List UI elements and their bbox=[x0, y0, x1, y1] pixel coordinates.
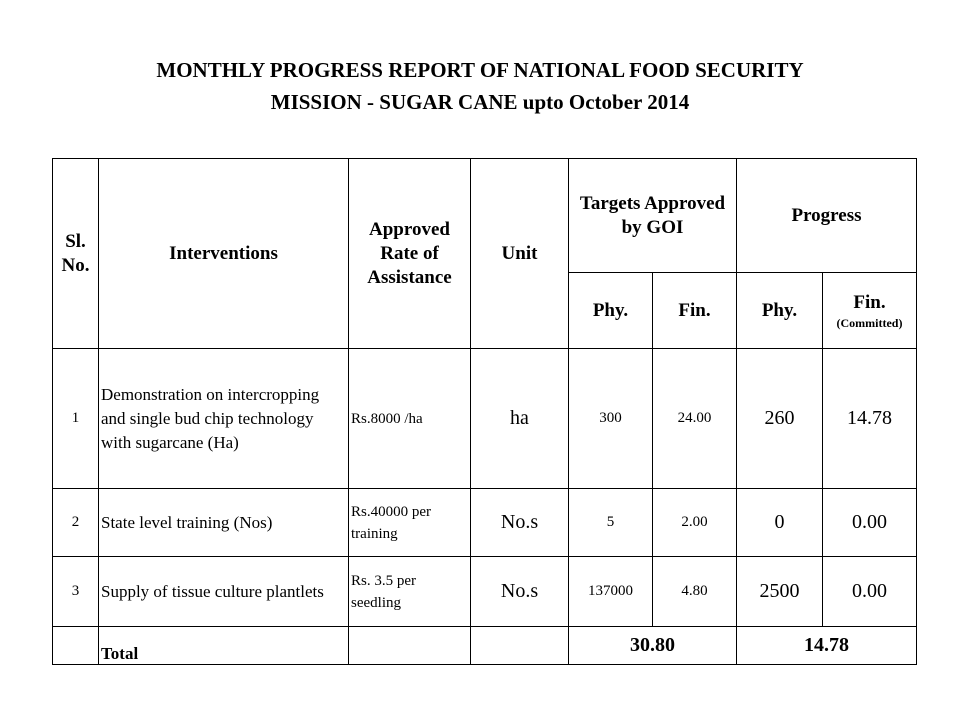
total-empty-cell bbox=[471, 627, 569, 665]
header-interventions: Interventions bbox=[99, 159, 349, 349]
header-progress-phy: Phy. bbox=[737, 273, 823, 349]
report-title bbox=[0, 54, 960, 118]
header-progress: Progress bbox=[737, 159, 917, 273]
unit-cell: ha bbox=[471, 349, 569, 489]
total-target-fin: 30.80 bbox=[569, 627, 737, 665]
table-row bbox=[53, 557, 917, 627]
sl-no-cell: 2 bbox=[53, 489, 99, 557]
unit-cell: No.s bbox=[471, 489, 569, 557]
progress-phy-cell: 0 bbox=[737, 489, 823, 557]
report-title-line-1: MONTHLY PROGRESS REPORT OF NATIONAL FOOD SECURITY bbox=[156, 58, 804, 82]
progress-phy-cell: 260 bbox=[737, 349, 823, 489]
target-phy-cell: 5 bbox=[569, 489, 653, 557]
rate-cell: Rs.8000 /ha bbox=[349, 349, 471, 489]
progress-phy-cell: 2500 bbox=[737, 557, 823, 627]
header-approved-rate: Approved Rate of Assistance bbox=[349, 159, 471, 349]
header-sl-no: Sl. No. bbox=[53, 159, 99, 349]
total-label: Total bbox=[99, 627, 349, 665]
table-row bbox=[53, 349, 917, 489]
header-target-phy: Phy. bbox=[569, 273, 653, 349]
total-progress-fin: 14.78 bbox=[737, 627, 917, 665]
intervention-cell: Supply of tissue culture plantlets bbox=[99, 557, 349, 627]
sl-no-cell: 1 bbox=[53, 349, 99, 489]
header-targets: Targets Approved by GOI bbox=[569, 159, 737, 273]
progress-table bbox=[52, 158, 917, 665]
intervention-cell: State level training (Nos) bbox=[99, 489, 349, 557]
target-fin-cell: 24.00 bbox=[653, 349, 737, 489]
header-progress-fin bbox=[823, 273, 917, 349]
target-fin-cell: 2.00 bbox=[653, 489, 737, 557]
target-phy-cell: 300 bbox=[569, 349, 653, 489]
header-row-1 bbox=[53, 159, 917, 273]
header-unit: Unit bbox=[471, 159, 569, 349]
progress-fin-cell: 0.00 bbox=[823, 489, 917, 557]
target-fin-cell: 4.80 bbox=[653, 557, 737, 627]
progress-fin-cell: 14.78 bbox=[823, 349, 917, 489]
header-progress-fin-label: Fin. bbox=[853, 291, 886, 313]
progress-fin-cell: 0.00 bbox=[823, 557, 917, 627]
total-empty-cell bbox=[53, 627, 99, 665]
unit-cell: No.s bbox=[471, 557, 569, 627]
total-empty-cell bbox=[349, 627, 471, 665]
sl-no-cell: 3 bbox=[53, 557, 99, 627]
rate-cell: Rs.40000 per training bbox=[349, 489, 471, 557]
header-target-fin: Fin. bbox=[653, 273, 737, 349]
header-progress-fin-note: (Committed) bbox=[836, 315, 903, 330]
rate-cell: Rs. 3.5 per seedling bbox=[349, 557, 471, 627]
target-phy-cell: 137000 bbox=[569, 557, 653, 627]
report-title-line-2: MISSION - SUGAR CANE upto October 2014 bbox=[270, 90, 690, 114]
total-row bbox=[53, 627, 917, 665]
intervention-cell: Demonstration on intercropping and single bud chip technology with sugarcane (Ha) bbox=[99, 349, 349, 489]
table-row bbox=[53, 489, 917, 557]
